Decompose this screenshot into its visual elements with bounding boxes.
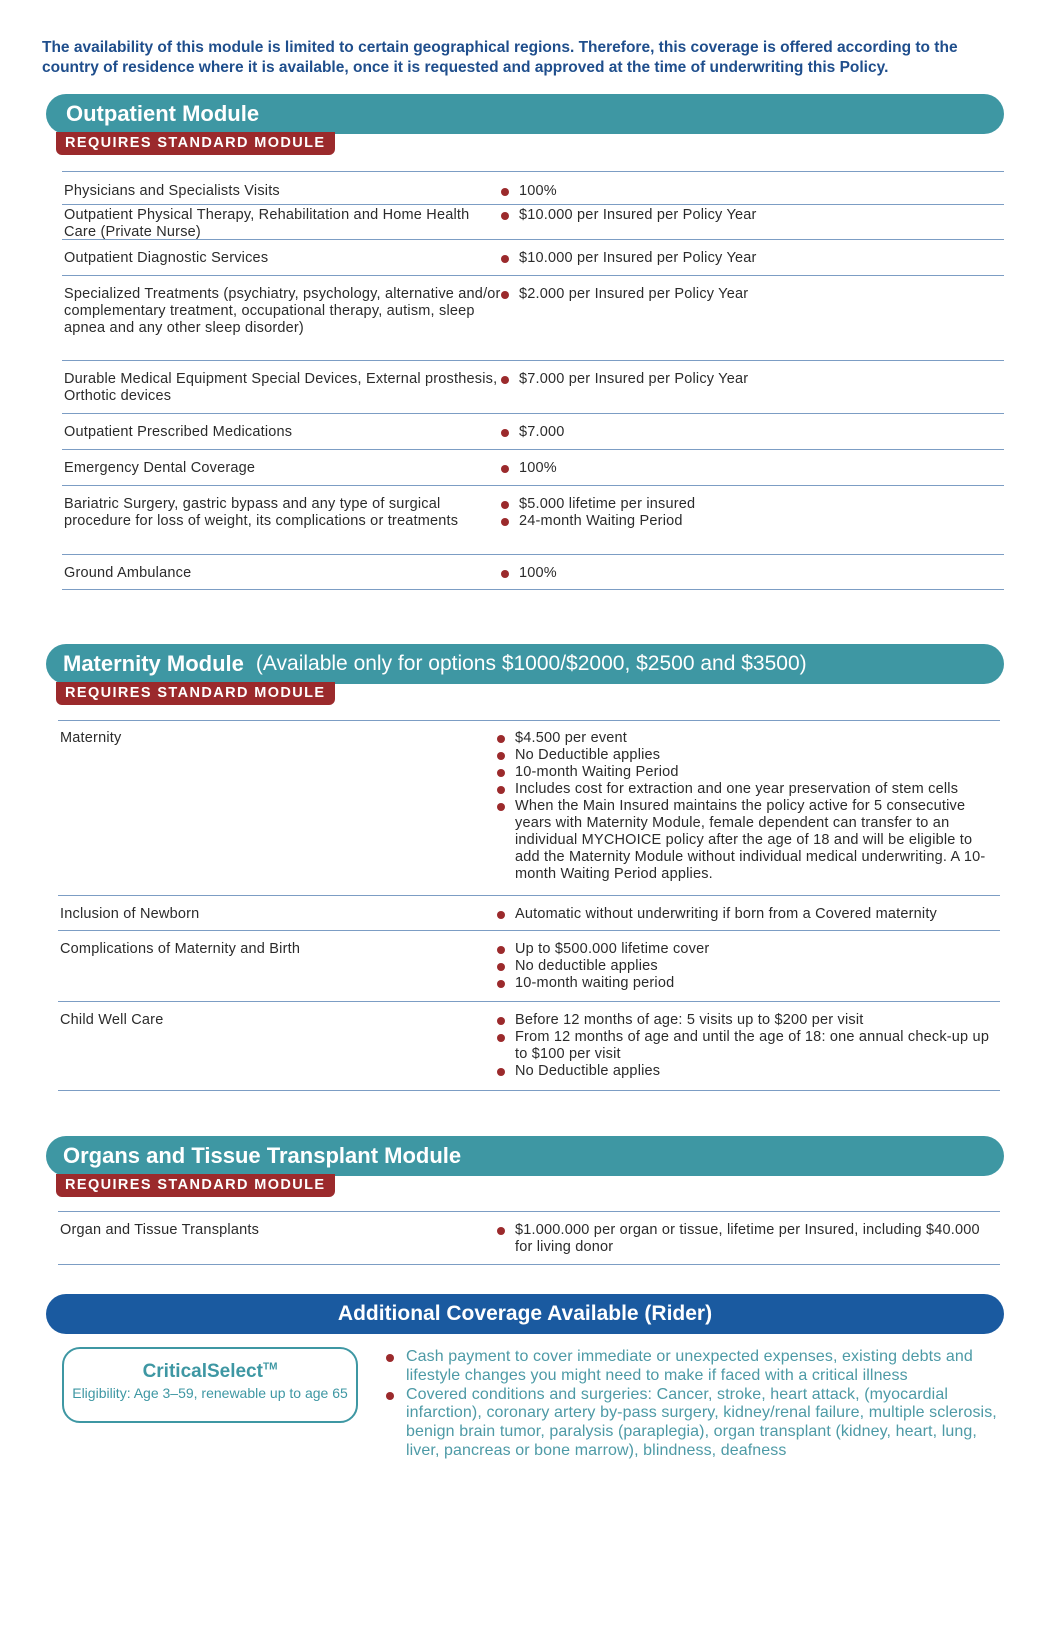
transplant-table <box>58 1211 1000 1265</box>
transplant-section <box>46 1136 1004 1197</box>
coverage-label: Maternity <box>60 730 122 746</box>
requires-badge: REQUIRES STANDARD MODULE <box>56 132 335 155</box>
coverage-value: 10-month waiting period <box>494 975 1000 992</box>
outpatient-section <box>46 94 1004 155</box>
coverage-value: 100% <box>498 183 1004 200</box>
rider-header <box>46 1294 1004 1334</box>
module-title: Organs and Tissue Transplant Module <box>63 1143 462 1168</box>
coverage-label: Complications of Maternity and Birth <box>60 941 301 957</box>
trademark-mark: TM <box>262 1361 278 1373</box>
table-row <box>62 450 1004 486</box>
requires-badge: REQUIRES STANDARD MODULE <box>56 1174 335 1197</box>
table-row <box>62 276 1004 361</box>
maternity-table <box>58 720 1000 1091</box>
table-row <box>58 721 1000 896</box>
outpatient-table <box>62 171 1004 590</box>
coverage-label: Emergency Dental Coverage <box>64 460 256 476</box>
coverage-value: 24-month Waiting Period <box>498 513 1004 530</box>
module-subtitle: (Available only for options $1000/$2000, $2500 and $3500) <box>255 652 807 675</box>
benefit-item: Cash payment to cover immediate or unexpected expenses, existing debts and lifestyle changes you might need to make if faced with a critical illness <box>384 1348 1004 1386</box>
coverage-label: Ground Ambulance <box>64 565 192 581</box>
module-title: Maternity Module <box>63 651 244 676</box>
coverage-value: No Deductible applies <box>494 747 1000 764</box>
module-header <box>46 1136 1004 1176</box>
coverage-value: $1.000.000 per organ or tissue, lifetime per Insured, including $40.000 for living donor <box>494 1222 1000 1256</box>
coverage-value: Includes cost for extraction and one year preservation of stem cells <box>494 781 1000 798</box>
critical-select-card <box>62 1347 358 1423</box>
product-name: CriticalSelect™ <box>142 1361 278 1382</box>
table-row <box>62 240 1004 276</box>
table-row <box>58 931 1000 1002</box>
coverage-label: Child Well Care <box>60 1012 164 1028</box>
coverage-value: $7.000 per Insured per Policy Year <box>498 371 1004 388</box>
benefit-item: Covered conditions and surgeries: Cancer, stroke, heart attack, (myocardial infarction), coronary artery by-pass surgery, kidney/renal failure, multiple sclerosis, benign brain tumor, paralysis (paraplegia), organ transplant (kidney, heart, lung, liver, pancreas or bone marrow), blindness, deafness <box>384 1386 1004 1461</box>
eligibility-text: Eligibility: Age 3–59, renewable up to age 65 <box>72 1385 348 1401</box>
module-header <box>46 94 1004 134</box>
coverage-value: $4.500 per event <box>494 730 1000 747</box>
coverage-value: 100% <box>498 565 1004 582</box>
rider-benefits <box>384 1348 1004 1461</box>
coverage-label: Outpatient Prescribed Medications <box>64 424 293 440</box>
table-row <box>58 896 1000 931</box>
coverage-value: No Deductible applies <box>494 1063 1000 1080</box>
coverage-label: Physicians and Specialists Visits <box>64 183 280 199</box>
table-row <box>62 555 1004 590</box>
coverage-label: Outpatient Diagnostic Services <box>64 250 269 266</box>
table-row <box>58 1002 1000 1091</box>
coverage-value: $7.000 <box>498 424 1004 441</box>
rider-title: Additional Coverage Available (Rider) <box>337 1302 713 1325</box>
coverage-value: Before 12 months of age: 5 visits up to $200 per visit <box>494 1012 1000 1029</box>
table-row <box>62 486 1004 555</box>
coverage-value: $10.000 per Insured per Policy Year <box>498 207 1004 224</box>
coverage-label: Specialized Treatments (psychiatry, psychology, alternative and/or complementary treatment, occupational therapy, autism, sleep apnea and any other sleep disorder) <box>64 286 501 336</box>
module-header <box>46 644 1004 684</box>
coverage-value: Automatic without underwriting if born from a Covered maternity <box>494 906 1000 923</box>
coverage-value: When the Main Insured maintains the policy active for 5 consecutive years with Maternity Module, female dependent can transfer to an individual MYCHOICE policy after the age of 18 and will be eligible to add the Maternity Module without individual medical underwriting. A 10-month Waiting Period applies. <box>494 798 1000 883</box>
coverage-label: Organ and Tissue Transplants <box>60 1222 260 1238</box>
table-row <box>62 205 1004 240</box>
table-row <box>58 1212 1000 1265</box>
requires-badge: REQUIRES STANDARD MODULE <box>56 682 335 705</box>
coverage-value: $5.000 lifetime per insured <box>498 496 1004 513</box>
table-row <box>62 361 1004 414</box>
coverage-value: Up to $500.000 lifetime cover <box>494 941 1000 958</box>
coverage-label: Durable Medical Equipment Special Devices, External prosthesis, Orthotic devices <box>64 371 498 404</box>
coverage-label: Inclusion of Newborn <box>60 906 200 922</box>
coverage-label: Outpatient Physical Therapy, Rehabilitation and Home Health Care (Private Nurse) <box>64 207 470 240</box>
coverage-value: $10.000 per Insured per Policy Year <box>498 250 1004 267</box>
coverage-value: From 12 months of age and until the age of 18: one annual check-up up to $100 per visit <box>494 1029 1000 1063</box>
module-title: Outpatient Module <box>66 101 260 126</box>
coverage-value: $2.000 per Insured per Policy Year <box>498 286 1004 303</box>
coverage-value: 100% <box>498 460 1004 477</box>
coverage-value: 10-month Waiting Period <box>494 764 1000 781</box>
coverage-value: No deductible applies <box>494 958 1000 975</box>
maternity-section <box>46 644 1004 705</box>
intro-note: The availability of this module is limited to certain geographical regions. Therefore, this coverage is offered according to the country of residence where it is available, once it is requested and approved at the time of underwriting this Policy. <box>42 39 958 76</box>
coverage-label: Bariatric Surgery, gastric bypass and any type of surgical procedure for loss of weight, its complications or treatments <box>64 496 459 529</box>
table-row <box>62 414 1004 450</box>
table-row <box>62 172 1004 205</box>
